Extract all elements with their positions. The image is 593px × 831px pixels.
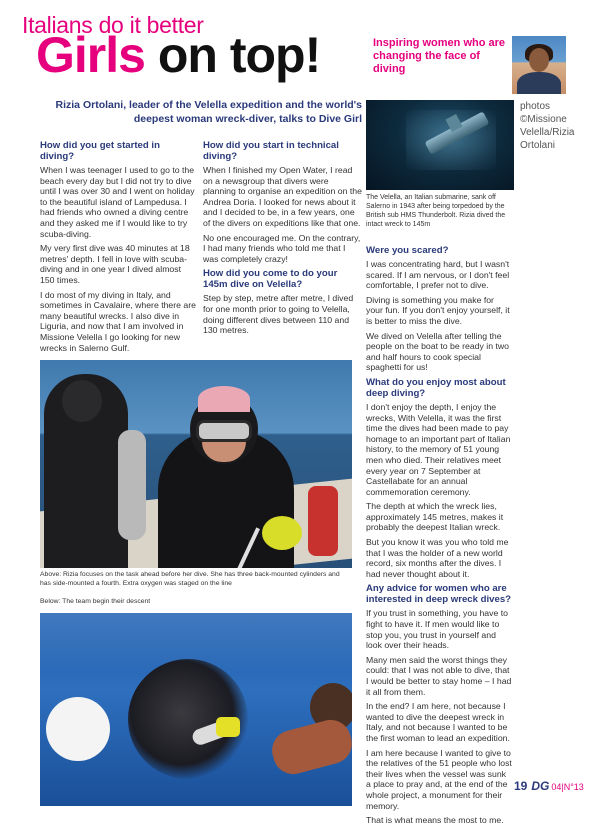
question-heading: Were you scared?	[366, 245, 449, 256]
page-number: 19	[514, 779, 528, 793]
body-paragraph: But you know it was you who told me that I was the holder of a new world record, six months after the dives. I had never thought about it.	[366, 537, 509, 579]
column-b	[203, 140, 363, 340]
kicker: Italians do it better	[22, 12, 204, 38]
standfirst: Rizia Ortolani, leader of the Velella expedition and the world's deepest woman wreck-diver, talks to Dive Girl	[55, 99, 362, 125]
photo-caption-above: Above: Rizia focuses on the task ahead before her dive. She has three back-mounted cylinders and has side-mounted a fourth. Extra oxygen was staged on the line	[40, 571, 340, 587]
divers-on-boat-photo	[40, 360, 352, 568]
question-heading: How did you come to do your 145m dive on Velella?	[203, 268, 338, 291]
team-descent-photo	[40, 613, 352, 806]
body-paragraph: Step by step, metre after metre, I dived for one month prior to going to Velella, doing different dives between 110 and 130 metres.	[203, 293, 354, 336]
submarine-wreck-photo	[366, 100, 514, 190]
headline-part1: Girls	[36, 27, 145, 83]
body-paragraph: Many men said the worst things they could: that I was not able to dive, that I would be better to stay home – I had it all from them.	[366, 654, 512, 697]
photo-credit: photos ©Missione Velella/Rizia Ortolani	[520, 101, 575, 151]
body-paragraph: The depth at which the wreck lies, approximately 145 metres, makes it probably the deepest Italian wreck.	[366, 501, 504, 533]
body-paragraph: That is what means the most to me.	[366, 815, 504, 826]
body-paragraph: We dived on Velella after telling the people on the boat to be ready in two and half hours to cook special spaghetti for us!	[366, 330, 509, 373]
photo-caption-below: Below: The team begin their descent	[40, 598, 151, 605]
column-a	[40, 140, 196, 357]
question-heading: How did you start in technical diving?	[203, 140, 339, 162]
page-folio	[514, 779, 584, 793]
deck: Inspiring women who are changing the face of diving	[373, 37, 506, 75]
body-paragraph: I was concentrating hard, but I wasn't scared. If I am nervous, or I don't feel comfortable, I prefer not to dive.	[366, 259, 510, 291]
body-paragraph: My very first dive was 40 minutes at 18 metres' depth. I fell in love with scuba-diving and in one year I dived almost 150 times.	[40, 243, 190, 285]
issue-number: 04|N°13	[551, 782, 584, 792]
body-paragraph: When I was teenager I used to go to the beach every day but I did not try to dive until I was over 30 and I went on holiday to the beautiful island of Lampedusa. I had friends who owned a diving centre and they asked me if I would like to try scuba-diving.	[40, 165, 195, 239]
question-heading: How did you get started in diving?	[40, 140, 160, 162]
magazine-logo: DG	[531, 779, 550, 793]
body-paragraph: I do most of my diving in Italy, and sometimes in Cavalaire, where there are many beautiful wrecks. I also dive in Liguria, and now that I am involved in Missione Velella I go looking for new wrecks in Salerno Gulf.	[40, 289, 196, 353]
body-paragraph: If you trust in something, you have to fight to have it. If men would like to stop you, you trust in yourself and look over their heads.	[366, 608, 508, 651]
body-paragraph: When I finished my Open Water, I read on a newsgroup that divers were planning to organise an expedition on the Andrea Doria. I looked for news about it and I decided to be, in a few years, one of the divers on expeditions like that one.	[203, 165, 362, 228]
portrait-photo	[512, 36, 566, 94]
body-paragraph: I am here because I wanted to give to the relatives of the 51 people who lost their lives when the vessel was sunk a place to pray and, at the end of the whole project, a monument for their memory.	[366, 747, 512, 811]
headline-part2: on top!	[157, 27, 321, 83]
headline	[36, 27, 321, 83]
question-heading: Any advice for women who are interested in deep wreck dives?	[366, 583, 512, 606]
column-c	[366, 242, 512, 827]
body-paragraph: I don't enjoy the depth, I enjoy the wrecks, With Velella, it was the first time the dives had been made to pay homage to an important part of Italian history, to the memory of 51 young men who died. Their relatives meet every year on 7 September at Castellabate for an annual commemoration ceremony.	[366, 401, 511, 497]
question-heading: What do you enjoy most about deep diving?	[366, 376, 506, 399]
body-paragraph: Diving is something you make for your fun. If you don't enjoy yourself, it is better to miss the dive.	[366, 294, 510, 326]
body-paragraph: No one encouraged me. On the contrary, I had many friends who told me that I was completely crazy!	[203, 232, 361, 264]
body-paragraph: In the end? I am here, not because I wanted to dive the deepest wreck in Italy, and not because I wanted to be the first woman to lead an expedition.	[366, 701, 510, 743]
submarine-caption: The Velella, an Italian submarine, sank off Salerno in 1943 after being torpedoed by the British sub HMS Thunderbolt. Rizia dived the intact wreck to 145m	[366, 194, 506, 228]
